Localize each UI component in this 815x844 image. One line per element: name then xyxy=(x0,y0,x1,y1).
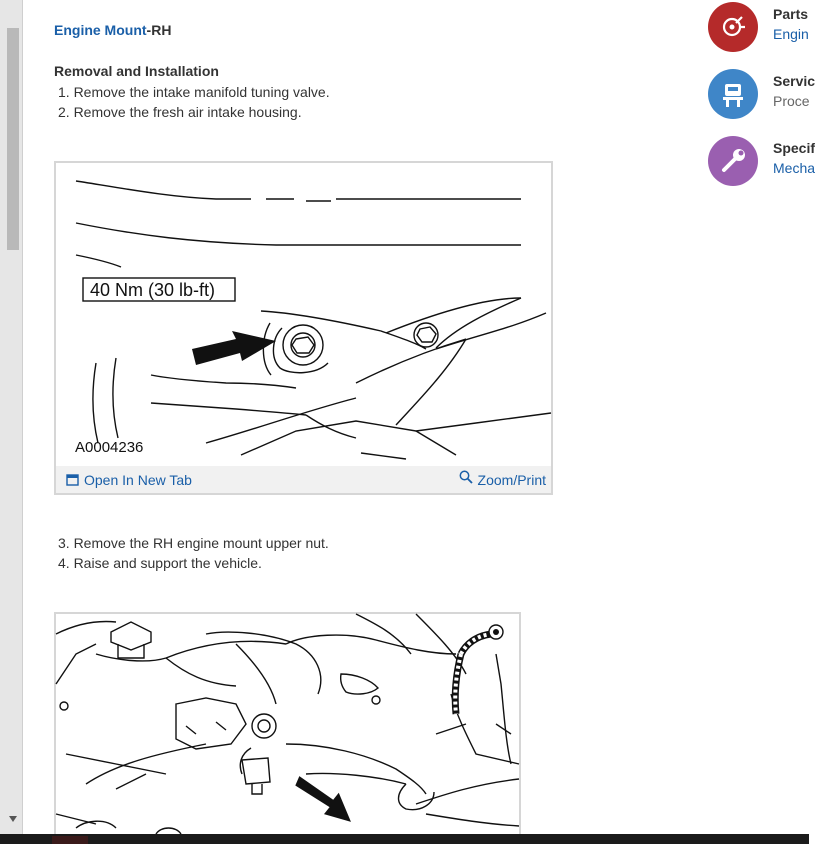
engine-mount-link[interactable]: Engine Mount xyxy=(54,22,147,38)
sidebar-item-subtitle[interactable]: Mecha xyxy=(773,160,815,176)
step-4: 4. Raise and support the vehicle. xyxy=(58,555,262,571)
section-heading: Removal and Installation xyxy=(54,63,219,79)
engine-mount-diagram xyxy=(56,163,551,466)
sidebar-item-title: Parts xyxy=(773,6,809,22)
figure-toolbar xyxy=(56,466,551,493)
zoom-icon xyxy=(459,470,473,484)
left-scrollbar[interactable] xyxy=(0,0,23,834)
sidebar-item-subtitle[interactable]: Proce xyxy=(773,93,810,109)
open-in-new-tab-button[interactable] xyxy=(66,472,192,488)
step-3: 3. Remove the RH engine mount upper nut. xyxy=(58,535,329,551)
scroll-down-arrow-icon[interactable] xyxy=(9,816,17,822)
service-lift-icon xyxy=(708,69,758,119)
step-1: 1. Remove the intake manifold tuning valve. xyxy=(58,84,330,100)
title-suffix: -RH xyxy=(146,22,172,38)
figure-engine-mount-underside xyxy=(54,612,521,834)
pointer-arrow-icon xyxy=(290,776,358,822)
torque-callout: 40 Nm (30 lb-ft) xyxy=(90,280,216,300)
wrench-icon xyxy=(708,136,758,186)
open-in-new-tab-label: Open In New Tab xyxy=(84,472,192,488)
new-tab-icon xyxy=(66,474,79,486)
sidebar-item-subtitle[interactable]: Engin xyxy=(773,26,809,42)
taskbar-app-icon[interactable] xyxy=(52,836,88,844)
sidebar-item-title: Servic xyxy=(773,73,815,89)
taskbar xyxy=(0,834,809,844)
zoom-print-button[interactable] xyxy=(459,469,546,488)
scrollbar-thumb[interactable] xyxy=(7,28,19,250)
page-title xyxy=(54,22,171,38)
parts-icon xyxy=(708,2,758,52)
sidebar-item-title: Specif xyxy=(773,140,815,156)
step-2: 2. Remove the fresh air intake housing. xyxy=(58,104,302,120)
figure-id: A0004236 xyxy=(75,439,144,456)
figure-engine-mount-bolt xyxy=(54,161,553,495)
engine-mount-underside-diagram xyxy=(56,614,519,834)
zoom-print-label: Zoom/Print xyxy=(477,472,546,488)
pointer-arrow-icon xyxy=(192,331,276,365)
